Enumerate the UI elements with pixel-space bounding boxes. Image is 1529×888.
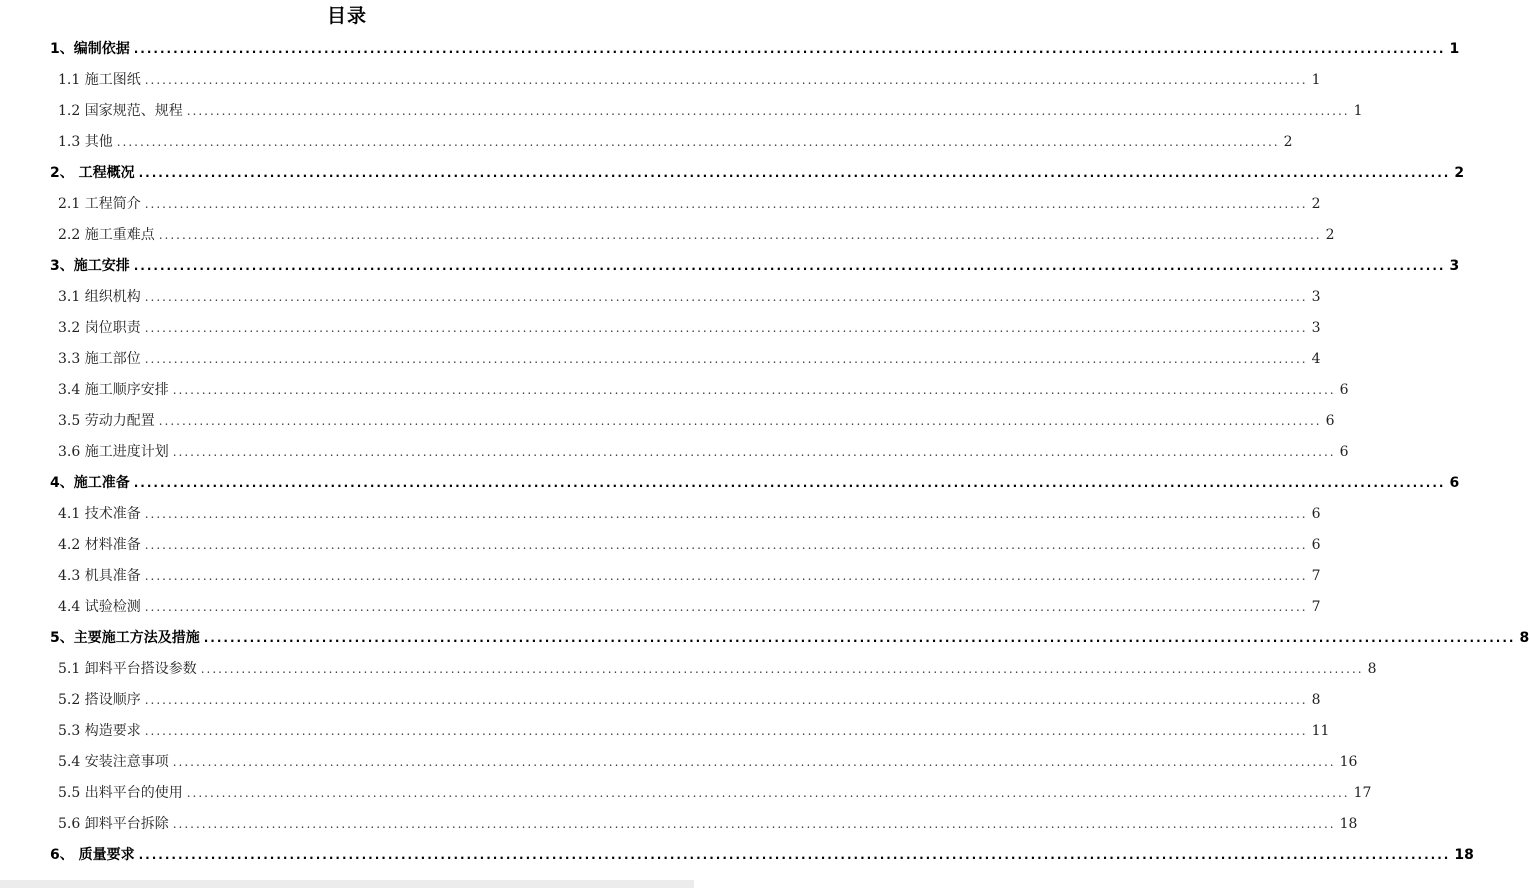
toc-dot-leader: ........................................................................................................................................................................................................: [144, 600, 1308, 614]
toc-entry-page: 2: [1325, 227, 1335, 243]
toc-dot-leader: ........................................................................................................................................................................................................: [144, 693, 1308, 707]
toc-dot-leader: ........................................................................................................................................................................................................: [200, 662, 1364, 676]
toc-entry-page: 6: [1311, 506, 1321, 522]
toc-dot-leader: ........................................................................................................................................................................................................: [172, 755, 1336, 769]
toc-entry-page: 7: [1311, 568, 1321, 584]
page-bottom-edge: [0, 880, 694, 888]
toc-entry[interactable]: [58, 130, 1293, 154]
toc-entry-page: 18: [1454, 847, 1474, 863]
toc-entry[interactable]: [58, 657, 1377, 681]
toc-entry-label: 5.1 卸料平台搭设参数: [58, 661, 197, 677]
toc-entry-page: 1: [1449, 41, 1460, 57]
toc-entry-label: 3.2 岗位职责: [58, 320, 141, 336]
toc-entry-label: 1.3 其他: [58, 134, 113, 150]
toc-entry-page: 11: [1311, 723, 1330, 739]
toc-entry-page: 3: [1311, 320, 1321, 336]
toc-dot-leader: ........................................................................................................................................................................................................: [133, 259, 1446, 273]
toc-entry-label: 5.3 构造要求: [58, 723, 141, 739]
toc-entry-page: 1: [1353, 103, 1363, 119]
toc-entry-label: 3、施工安排: [50, 258, 130, 274]
toc-entry-page: 18: [1339, 816, 1358, 832]
toc-dot-leader: ........................................................................................................................................................................................................: [203, 631, 1516, 645]
toc-entry-page: 8: [1519, 630, 1529, 646]
toc-entry-page: 6: [1325, 413, 1335, 429]
toc-entry-label: 1.2 国家规范、规程: [58, 103, 183, 119]
toc-entry[interactable]: [58, 719, 1330, 743]
toc-dot-leader: ........................................................................................................................................................................................................: [138, 848, 1451, 862]
toc-entry-label: 1.1 施工图纸: [58, 72, 141, 88]
toc-entry-page: 17: [1353, 785, 1372, 801]
toc-dot-leader: ........................................................................................................................................................................................................: [144, 321, 1308, 335]
toc-dot-leader: ........................................................................................................................................................................................................: [172, 817, 1336, 831]
toc-entry[interactable]: [58, 285, 1321, 309]
toc-entry[interactable]: [58, 750, 1358, 774]
toc-entry[interactable]: [50, 37, 1460, 61]
toc-entry-label: 4.3 机具准备: [58, 568, 141, 584]
toc-entry-label: 2.2 施工重难点: [58, 227, 155, 243]
toc-entry-page: 4: [1311, 351, 1321, 367]
toc-dot-leader: ........................................................................................................................................................................................................: [144, 73, 1308, 87]
toc-entry[interactable]: [58, 378, 1349, 402]
toc-entry-label: 2.1 工程简介: [58, 196, 141, 212]
toc-entry[interactable]: [58, 316, 1321, 340]
toc-title: 目录: [326, 5, 367, 27]
toc-entry-label: 3.6 施工进度计划: [58, 444, 169, 460]
toc-entry-label: 4.1 技术准备: [58, 506, 141, 522]
toc-entry[interactable]: [58, 595, 1321, 619]
toc-entry-label: 5、主要施工方法及措施: [50, 630, 200, 646]
toc-dot-leader: ........................................................................................................................................................................................................: [144, 507, 1308, 521]
toc-entry-label: 3.1 组织机构: [58, 289, 141, 305]
toc-entry[interactable]: [50, 471, 1460, 495]
toc-entry-page: 6: [1449, 475, 1460, 491]
toc-entry[interactable]: [58, 564, 1321, 588]
toc-entry-page: 16: [1339, 754, 1358, 770]
toc-entry-page: 7: [1311, 599, 1321, 615]
toc-entry[interactable]: [50, 626, 1529, 650]
toc-entry-page: 1: [1311, 72, 1321, 88]
toc-entry-label: 3.5 劳动力配置: [58, 413, 155, 429]
toc-dot-leader: ........................................................................................................................................................................................................: [144, 538, 1308, 552]
toc-entry[interactable]: [50, 843, 1474, 867]
toc-dot-leader: ........................................................................................................................................................................................................: [116, 135, 1280, 149]
toc-entry-label: 2、 工程概况: [50, 165, 135, 181]
toc-entry-page: 6: [1339, 444, 1349, 460]
toc-entry-label: 3.3 施工部位: [58, 351, 141, 367]
toc-entry-label: 4.4 试验检测: [58, 599, 141, 615]
toc-entry-page: 8: [1367, 661, 1377, 677]
toc-dot-leader: ........................................................................................................................................................................................................: [144, 569, 1308, 583]
toc-entry[interactable]: [58, 68, 1321, 92]
toc-entry-label: 4、施工准备: [50, 475, 130, 491]
toc-entry-label: 5.2 搭设顺序: [58, 692, 141, 708]
toc-entry-label: 6、 质量要求: [50, 847, 135, 863]
toc-dot-leader: ........................................................................................................................................................................................................: [144, 290, 1308, 304]
toc-entry-page: 3: [1449, 258, 1460, 274]
toc-dot-leader: ........................................................................................................................................................................................................: [133, 476, 1446, 490]
toc-entry-label: 5.5 出料平台的使用: [58, 785, 183, 801]
toc-entry-page: 6: [1339, 382, 1349, 398]
toc-entry-label: 5.6 卸料平台拆除: [58, 816, 169, 832]
toc-dot-leader: ........................................................................................................................................................................................................: [172, 383, 1336, 397]
toc-entry-label: 1、编制依据: [50, 41, 130, 57]
toc-entry[interactable]: [58, 812, 1358, 836]
toc-entry[interactable]: [58, 533, 1321, 557]
toc-entry-label: 3.4 施工顺序安排: [58, 382, 169, 398]
toc-entry-page: 2: [1283, 134, 1293, 150]
toc-entry[interactable]: [58, 192, 1321, 216]
toc-dot-leader: ........................................................................................................................................................................................................: [186, 104, 1350, 118]
toc-dot-leader: ........................................................................................................................................................................................................: [144, 724, 1308, 738]
toc-entry-label: 5.4 安装注意事项: [58, 754, 169, 770]
toc-entry-page: 8: [1311, 692, 1321, 708]
toc-entry[interactable]: [58, 688, 1321, 712]
toc-entry-page: 2: [1454, 165, 1465, 181]
toc-entry[interactable]: [58, 347, 1321, 371]
toc-entry[interactable]: [58, 440, 1349, 464]
toc-dot-leader: ........................................................................................................................................................................................................: [133, 42, 1446, 56]
toc-entry-page: 2: [1311, 196, 1321, 212]
toc-entry-page: 3: [1311, 289, 1321, 305]
toc-dot-leader: ........................................................................................................................................................................................................: [158, 228, 1322, 242]
toc-entry[interactable]: [58, 409, 1335, 433]
toc-dot-leader: ........................................................................................................................................................................................................: [144, 197, 1308, 211]
toc-dot-leader: ........................................................................................................................................................................................................: [186, 786, 1350, 800]
toc-entry[interactable]: [58, 99, 1363, 123]
toc-dot-leader: ........................................................................................................................................................................................................: [144, 352, 1308, 366]
toc-entry[interactable]: [50, 254, 1460, 278]
toc-dot-leader: ........................................................................................................................................................................................................: [138, 166, 1451, 180]
toc-entry[interactable]: [58, 502, 1321, 526]
toc-entry[interactable]: [58, 223, 1335, 247]
toc-dot-leader: ........................................................................................................................................................................................................: [158, 414, 1322, 428]
toc-entry-label: 4.2 材料准备: [58, 537, 141, 553]
toc-entry[interactable]: [58, 781, 1372, 805]
toc-dot-leader: ........................................................................................................................................................................................................: [172, 445, 1336, 459]
toc-entry-page: 6: [1311, 537, 1321, 553]
toc-entry[interactable]: [50, 161, 1465, 185]
